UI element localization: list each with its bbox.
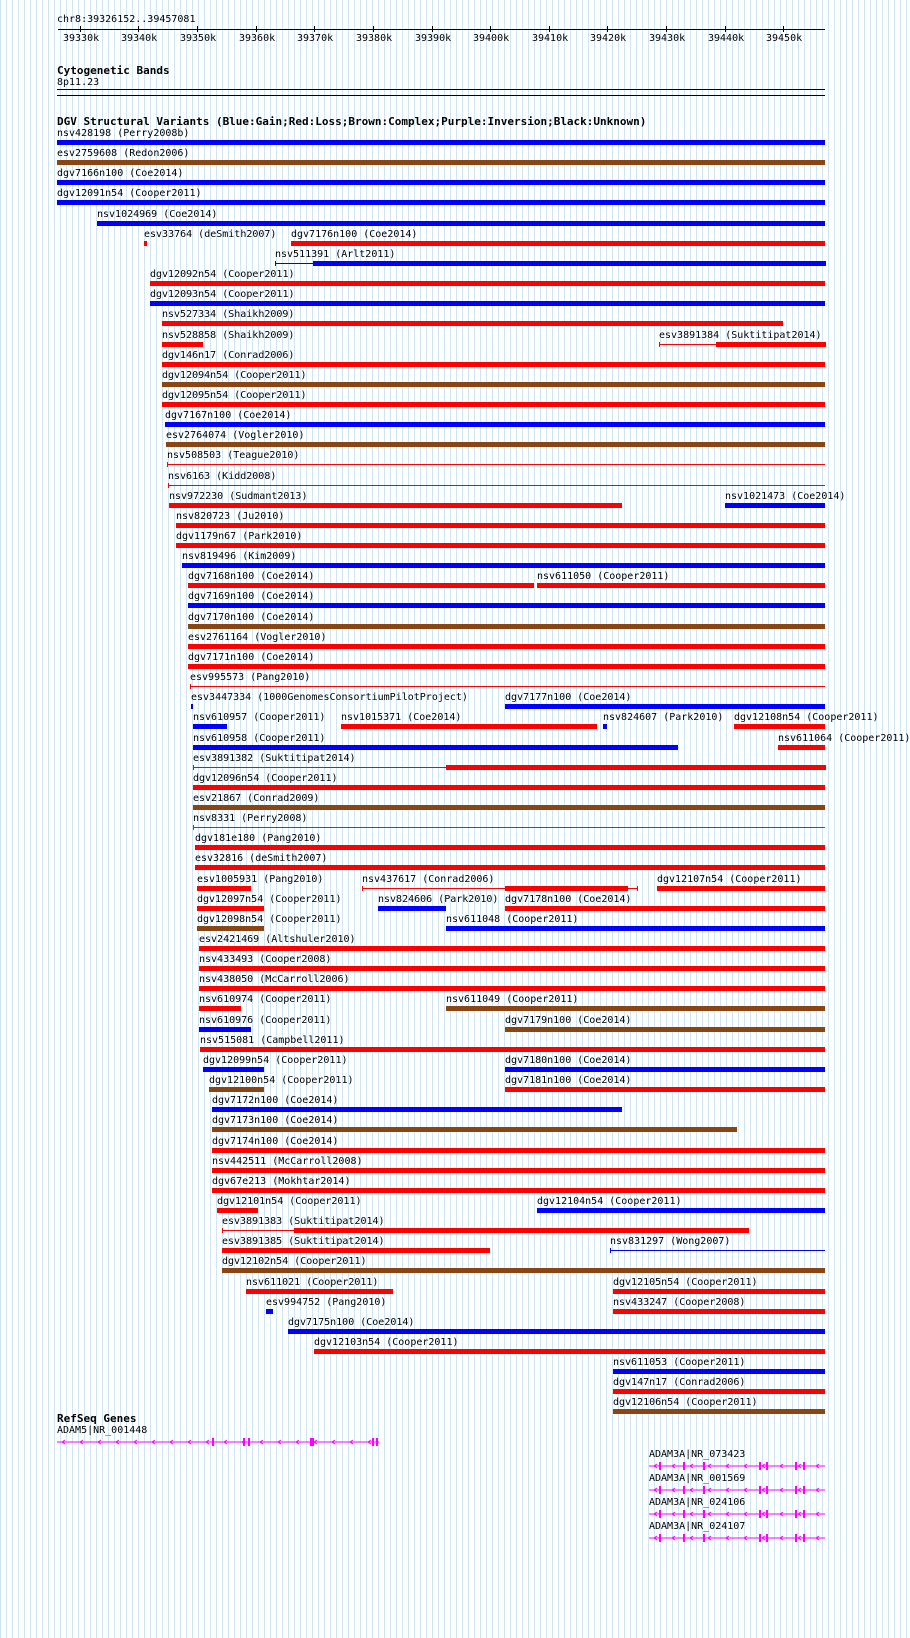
dgv-feature-label[interactable]: esv2761164 (Vogler2010) (188, 632, 327, 643)
dgv-feature-label[interactable]: nsv528858 (Shaikh2009) (162, 330, 295, 341)
dgv-feature-endcap (748, 1228, 749, 1233)
dgv-feature-label[interactable]: esv995573 (Pang2010) (190, 672, 311, 683)
dgv-feature-label[interactable]: dgv7168n100 (Coe2014) (188, 571, 315, 582)
dgv-feature-label[interactable]: esv2759608 (Redon2006) (57, 148, 190, 159)
ruler-tick-label: 39390k (415, 33, 452, 44)
dgv-feature-label[interactable]: dgv67e213 (Mokhtar2014) (212, 1176, 351, 1187)
dgv-feature-label[interactable]: dgv7170n100 (Coe2014) (188, 612, 315, 623)
dgv-feature-bar[interactable] (734, 724, 825, 729)
dgv-feature-bar[interactable] (199, 1006, 241, 1011)
ruler-tick (490, 26, 491, 32)
dgv-feature-label[interactable]: nsv1015371 (Coe2014) (341, 712, 462, 723)
dgv-feature-bar[interactable] (197, 886, 251, 891)
refseq-intron-line (649, 1512, 825, 1516)
dgv-feature-bar[interactable] (188, 624, 825, 629)
dgv-feature-bar[interactable] (613, 1389, 825, 1394)
refseq-exon (212, 1438, 214, 1446)
refseq-exon (683, 1486, 685, 1494)
dgv-feature-label[interactable]: dgv12093n54 (Cooper2011) (150, 289, 295, 300)
dgv-feature-bar[interactable] (246, 1289, 393, 1294)
ruler-tick-label: 39340k (121, 33, 158, 44)
dgv-feature-label[interactable]: nsv611064 (Cooper2011) (778, 733, 910, 744)
refseq-exon (659, 1486, 661, 1494)
refseq-exon (795, 1534, 797, 1542)
dgv-feature-bar[interactable] (193, 785, 825, 790)
dgv-feature-bar[interactable] (193, 805, 825, 810)
ruler-tick-label: 39360k (239, 33, 276, 44)
dgv-feature-label[interactable]: nsv819496 (Kim2009) (182, 551, 297, 562)
ruler-axis (58, 29, 825, 30)
dgv-feature-bar[interactable] (613, 1409, 825, 1414)
dgv-feature-label[interactable]: dgv12095n54 (Cooper2011) (162, 390, 307, 401)
dgv-feature-label[interactable]: esv3891384 (Suktitipat2014) (659, 330, 822, 341)
refseq-gene-label[interactable]: ADAM3A|NR_073423 (649, 1449, 746, 1460)
ruler-tick (80, 26, 81, 32)
dgv-feature-bar[interactable] (446, 926, 825, 931)
dgv-feature-label[interactable]: nsv610976 (Cooper2011) (199, 1015, 332, 1026)
dgv-feature-label[interactable]: esv21867 (Conrad2009) (193, 793, 320, 804)
dgv-feature-bar[interactable] (162, 321, 783, 326)
refseq-exon (248, 1438, 250, 1446)
dgv-feature-bar[interactable] (314, 1349, 825, 1354)
dgv-feature-label[interactable]: dgv12105n54 (Cooper2011) (613, 1277, 758, 1288)
dgv-feature-endcap (362, 886, 363, 891)
dgv-feature-label[interactable]: dgv12104n54 (Cooper2011) (537, 1196, 682, 1207)
refseq-exon (372, 1438, 374, 1446)
dgv-feature-bar[interactable] (97, 221, 825, 226)
cytoband-label: 8p11.23 (57, 77, 100, 88)
refseq-gene-label[interactable]: ADAM3A|NR_024107 (649, 1521, 746, 1532)
dgv-feature-bar[interactable] (169, 503, 622, 508)
refseq-exon (759, 1462, 761, 1470)
refseq-exon (703, 1534, 705, 1542)
dgv-feature-label[interactable]: esv32816 (deSmith2007) (195, 853, 328, 864)
ruler-tick (783, 26, 784, 32)
dgv-feature-label[interactable]: nsv611053 (Cooper2011) (613, 1357, 746, 1368)
refseq-exon (683, 1534, 685, 1542)
dgv-feature-label[interactable]: dgv7177n100 (Coe2014) (505, 692, 632, 703)
dgv-feature-label[interactable]: dgv147n17 (Conrad2006) (613, 1377, 746, 1388)
dgv-feature-bar[interactable] (505, 1067, 825, 1072)
dgv-feature-label[interactable]: dgv7178n100 (Coe2014) (505, 894, 632, 905)
dgv-feature-bar[interactable] (294, 1228, 748, 1233)
dgv-feature-label[interactable]: nsv511391 (Arlt2011) (275, 249, 396, 260)
dgv-feature-label[interactable]: nsv610957 (Cooper2011) (193, 712, 326, 723)
ruler-position: chr8:39326152..39457081 (57, 14, 196, 25)
dgv-feature-label[interactable]: dgv12107n54 (Cooper2011) (657, 874, 802, 885)
dgv-feature-bar[interactable] (212, 1148, 825, 1153)
dgv-feature-label[interactable]: dgv7167n100 (Coe2014) (165, 410, 292, 421)
dgv-feature-bar[interactable] (505, 886, 628, 891)
dgv-feature-bar[interactable] (217, 1208, 258, 1213)
dgv-feature-bar[interactable] (162, 362, 825, 367)
refseq-intron-line (57, 1440, 379, 1444)
dgv-feature-label[interactable]: nsv824606 (Park2010) (378, 894, 499, 905)
dgv-feature-label[interactable]: dgv7176n100 (Coe2014) (291, 229, 418, 240)
dgv-feature-label[interactable]: esv3447334 (1000GenomesConsortiumPilotProject) (191, 692, 468, 703)
dgv-feature-bar[interactable] (537, 583, 825, 588)
refseq-exon (766, 1534, 768, 1542)
dgv-feature-label[interactable]: dgv12099n54 (Cooper2011) (203, 1055, 348, 1066)
dgv-feature-endcap (825, 765, 826, 770)
dgv-feature-bar[interactable] (165, 422, 825, 427)
dgv-feature-bar[interactable] (610, 1250, 825, 1251)
refseq-exon (766, 1462, 768, 1470)
cytoband-line-top (57, 89, 825, 90)
dgv-feature-bar[interactable] (197, 906, 264, 911)
dgv-feature-bar[interactable] (195, 845, 825, 850)
dgv-feature-bar[interactable] (195, 865, 825, 870)
dgv-feature-label[interactable]: dgv12100n54 (Cooper2011) (209, 1075, 354, 1086)
dgv-feature-label[interactable]: dgv7181n100 (Coe2014) (505, 1075, 632, 1086)
dgv-feature-label[interactable]: nsv831297 (Wong2007) (610, 1236, 731, 1247)
refseq-exon (659, 1534, 661, 1542)
ruler-tick (197, 26, 198, 32)
refseq-exon (759, 1486, 761, 1494)
ruler-tick (256, 26, 257, 32)
refseq-exon (795, 1462, 797, 1470)
ruler-tick (607, 26, 608, 32)
dgv-feature-bar[interactable] (505, 906, 825, 911)
ruler-tick-label: 39450k (766, 33, 803, 44)
dgv-track-title[interactable]: DGV Structural Variants (Blue:Gain;Red:Loss;Brown:Complex;Purple:Inversion;Black:Unknown) (57, 115, 647, 128)
dgv-feature-bar[interactable] (167, 464, 825, 465)
dgv-feature-label[interactable]: dgv7174n100 (Coe2014) (212, 1136, 339, 1147)
dgv-feature-label[interactable]: nsv6163 (Kidd2008) (168, 471, 277, 482)
dgv-feature-bar[interactable] (266, 1309, 273, 1314)
dgv-feature-label[interactable]: nsv610974 (Cooper2011) (199, 994, 332, 1005)
dgv-feature-label[interactable]: dgv12108n54 (Cooper2011) (734, 712, 879, 723)
refseq-exon (803, 1486, 805, 1494)
dgv-feature-bar[interactable] (313, 261, 825, 266)
dgv-feature-label[interactable]: dgv146n17 (Conrad2006) (162, 350, 295, 361)
refseq-exon (376, 1438, 378, 1446)
refseq-intron-line (649, 1464, 825, 1468)
dgv-feature-bar[interactable] (446, 1006, 825, 1011)
dgv-feature-label[interactable]: nsv433247 (Cooper2008) (613, 1297, 746, 1308)
refseq-exon (766, 1486, 768, 1494)
refseq-gene-label[interactable]: ADAM3A|NR_024106 (649, 1497, 746, 1508)
refseq-exon (312, 1438, 314, 1446)
dgv-feature-label[interactable]: nsv1024969 (Coe2014) (97, 209, 218, 220)
dgv-feature-bar[interactable] (57, 140, 825, 145)
dgv-feature-label[interactable]: nsv8331 (Perry2008) (193, 813, 308, 824)
cytoband-track-title[interactable]: Cytogenetic Bands (57, 64, 170, 77)
dgv-feature-label[interactable]: nsv428198 (Perry2008b) (57, 128, 190, 139)
ruler-tick-label: 39440k (708, 33, 745, 44)
refseq-exon (243, 1438, 245, 1446)
ruler-tick-label: 39430k (649, 33, 686, 44)
dgv-feature-bar[interactable] (199, 986, 825, 991)
dgv-feature-label[interactable]: dgv7175n100 (Coe2014) (288, 1317, 415, 1328)
refseq-exon (703, 1486, 705, 1494)
dgv-feature-bar[interactable] (212, 1107, 622, 1112)
dgv-feature-bar[interactable] (716, 342, 825, 347)
dgv-feature-label[interactable]: dgv7180n100 (Coe2014) (505, 1055, 632, 1066)
dgv-feature-bar[interactable] (57, 200, 825, 205)
dgv-feature-label[interactable]: esv994752 (Pang2010) (266, 1297, 387, 1308)
ruler-tick-label: 39350k (180, 33, 217, 44)
dgv-feature-bar[interactable] (657, 886, 825, 891)
dgv-feature-label[interactable]: dgv7172n100 (Coe2014) (212, 1095, 339, 1106)
refseq-exon (659, 1510, 661, 1518)
dgv-feature-label[interactable]: nsv508503 (Teague2010) (167, 450, 300, 461)
dgv-feature-endcap (275, 261, 276, 266)
dgv-feature-label[interactable]: dgv7166n100 (Coe2014) (57, 168, 184, 179)
refseq-exon (795, 1486, 797, 1494)
dgv-feature-label[interactable]: dgv12101n54 (Cooper2011) (217, 1196, 362, 1207)
dgv-feature-bar[interactable] (203, 1067, 264, 1072)
dgv-feature-bar[interactable] (193, 724, 227, 729)
ruler-tick-label: 39410k (532, 33, 569, 44)
dgv-feature-bar[interactable] (150, 281, 825, 286)
dgv-feature-endcap (825, 261, 826, 266)
dgv-feature-bar[interactable] (222, 1268, 825, 1273)
dgv-feature-label[interactable]: nsv442511 (McCarroll2008) (212, 1156, 363, 1167)
dgv-feature-bar[interactable] (150, 301, 825, 306)
dgv-feature-label[interactable]: esv2764074 (Vogler2010) (166, 430, 305, 441)
dgv-feature-label[interactable]: nsv972230 (Sudmant2013) (169, 491, 308, 502)
dgv-feature-label[interactable]: nsv438050 (McCarroll2006) (199, 974, 350, 985)
dgv-feature-label[interactable]: dgv12092n54 (Cooper2011) (150, 269, 295, 280)
dgv-feature-bar[interactable] (212, 1168, 825, 1173)
dgv-feature-bar[interactable] (446, 765, 825, 770)
refseq-gene-model[interactable] (57, 1436, 381, 1448)
dgv-feature-bar[interactable] (212, 1188, 825, 1193)
dgv-feature-bar[interactable] (288, 1329, 825, 1334)
dgv-feature-bar[interactable] (537, 1208, 825, 1213)
dgv-feature-bar[interactable] (57, 180, 825, 185)
ruler-tick (549, 26, 550, 32)
dgv-feature-bar[interactable] (505, 704, 825, 709)
dgv-feature-bar[interactable] (200, 1047, 825, 1052)
dgv-feature-label[interactable]: dgv7171n100 (Coe2014) (188, 652, 315, 663)
dgv-feature-label[interactable]: esv33764 (deSmith2007) (144, 229, 277, 240)
dgv-feature-bar[interactable] (209, 1087, 264, 1092)
dgv-feature-bar[interactable] (188, 583, 534, 588)
cytoband-line-bottom (57, 95, 825, 96)
dgv-feature-bar[interactable] (166, 442, 825, 447)
dgv-feature-bar[interactable] (193, 745, 678, 750)
dgv-feature-bar[interactable] (144, 241, 147, 246)
dgv-feature-label[interactable]: esv3891385 (Suktitipat2014) (222, 1236, 385, 1247)
ruler-tick-label: 39370k (297, 33, 334, 44)
dgv-feature-bar[interactable] (613, 1289, 825, 1294)
dgv-feature-label[interactable]: dgv181e180 (Pang2010) (195, 833, 322, 844)
dgv-feature-bar[interactable] (378, 906, 446, 911)
refseq-gene-label[interactable]: ADAM3A|NR_001569 (649, 1473, 746, 1484)
dgv-feature-endcap (825, 342, 826, 347)
dgv-feature-label[interactable]: nsv433493 (Cooper2008) (199, 954, 332, 965)
dgv-feature-label[interactable]: esv2421469 (Altshuler2010) (199, 934, 356, 945)
dgv-feature-endcap (637, 886, 638, 891)
dgv-feature-bar[interactable] (199, 946, 825, 951)
ruler-tick (666, 26, 667, 32)
refseq-exon (759, 1510, 761, 1518)
dgv-feature-label[interactable]: dgv12106n54 (Cooper2011) (613, 1397, 758, 1408)
dgv-feature-bar[interactable] (191, 704, 193, 709)
dgv-feature-label[interactable]: nsv527334 (Shaikh2009) (162, 309, 295, 320)
refseq-exon (703, 1510, 705, 1518)
dgv-feature-bar[interactable] (176, 543, 825, 548)
dgv-feature-bar[interactable] (162, 402, 825, 407)
refseq-track-title[interactable]: RefSeq Genes (57, 1412, 137, 1425)
refseq-exon (795, 1510, 797, 1518)
refseq-exon (803, 1462, 805, 1470)
dgv-feature-bar[interactable] (188, 664, 825, 669)
dgv-feature-bar[interactable] (199, 1027, 251, 1032)
refseq-exon (703, 1462, 705, 1470)
dgv-feature-label[interactable]: dgv1179n67 (Park2010) (176, 531, 303, 542)
dgv-feature-label[interactable]: dgv12096n54 (Cooper2011) (193, 773, 338, 784)
dgv-feature-label[interactable]: nsv437617 (Conrad2006) (362, 874, 495, 885)
dgv-feature-label[interactable]: nsv1021473 (Coe2014) (725, 491, 846, 502)
refseq-exon (659, 1462, 661, 1470)
dgv-feature-label[interactable]: dgv12097n54 (Cooper2011) (197, 894, 342, 905)
dgv-feature-label[interactable]: nsv820723 (Ju2010) (176, 511, 285, 522)
ruler-tick-label: 39420k (590, 33, 627, 44)
dgv-feature-endcap (193, 765, 194, 770)
ruler-tick (432, 26, 433, 32)
dgv-feature-label[interactable]: nsv515081 (Campbell2011) (200, 1035, 345, 1046)
dgv-feature-bar[interactable] (193, 827, 825, 828)
dgv-feature-label[interactable]: nsv824607 (Park2010) (603, 712, 724, 723)
dgv-feature-label[interactable]: esv3891382 (Suktitipat2014) (193, 753, 356, 764)
ruler-tick-label: 39400k (473, 33, 510, 44)
dgv-feature-label[interactable]: nsv610958 (Cooper2011) (193, 733, 326, 744)
dgv-feature-bar[interactable] (182, 563, 825, 568)
ruler-tick-label: 39380k (356, 33, 393, 44)
ruler-tick (373, 26, 374, 32)
refseq-gene-model[interactable] (649, 1460, 827, 1472)
refseq-exon (803, 1510, 805, 1518)
dgv-feature-label[interactable]: dgv12103n54 (Cooper2011) (314, 1337, 459, 1348)
dgv-feature-label[interactable]: dgv12102n54 (Cooper2011) (222, 1256, 367, 1267)
refseq-intron-line (649, 1488, 825, 1492)
dgv-feature-bar[interactable] (190, 686, 825, 687)
ruler-tick-label: 39330k (63, 33, 100, 44)
dgv-feature-bar[interactable] (57, 160, 825, 165)
dgv-feature-bar[interactable] (613, 1309, 825, 1314)
dgv-feature-endcap (659, 342, 660, 347)
dgv-feature-bar[interactable] (613, 1369, 825, 1374)
refseq-exon (683, 1510, 685, 1518)
dgv-feature-bar[interactable] (162, 342, 203, 347)
refseq-gene-model[interactable] (649, 1484, 827, 1496)
refseq-gene-label[interactable]: ADAM5|NR_001448 (57, 1425, 148, 1436)
dgv-feature-label[interactable]: dgv7173n100 (Coe2014) (212, 1115, 339, 1126)
refseq-exon (759, 1534, 761, 1542)
refseq-exon (766, 1510, 768, 1518)
dgv-feature-bar[interactable] (505, 1087, 825, 1092)
ruler-tick (138, 26, 139, 32)
dgv-feature-label[interactable]: dgv12091n54 (Cooper2011) (57, 188, 202, 199)
dgv-feature-label[interactable]: dgv12094n54 (Cooper2011) (162, 370, 307, 381)
dgv-feature-label[interactable]: nsv611048 (Cooper2011) (446, 914, 579, 925)
dgv-feature-bar[interactable] (168, 485, 825, 486)
dgv-feature-bar[interactable] (188, 603, 825, 608)
dgv-feature-bar[interactable] (603, 724, 607, 729)
refseq-gene-model[interactable] (649, 1508, 827, 1520)
dgv-feature-label[interactable]: dgv12098n54 (Cooper2011) (197, 914, 342, 925)
dgv-feature-bar[interactable] (197, 926, 264, 931)
ruler-tick (314, 26, 315, 32)
dgv-feature-label[interactable]: esv1005931 (Pang2010) (197, 874, 324, 885)
refseq-gene-model[interactable] (649, 1532, 827, 1544)
dgv-feature-label[interactable]: esv3891383 (Suktitipat2014) (222, 1216, 385, 1227)
dgv-feature-bar[interactable] (725, 503, 825, 508)
dgv-feature-bar[interactable] (199, 966, 825, 971)
refseq-exon (683, 1462, 685, 1470)
dgv-feature-bar[interactable] (188, 644, 825, 649)
dgv-feature-label[interactable]: nsv611021 (Cooper2011) (246, 1277, 379, 1288)
dgv-feature-label[interactable]: dgv7179n100 (Coe2014) (505, 1015, 632, 1026)
dgv-feature-bar[interactable] (505, 1027, 825, 1032)
dgv-feature-endcap (222, 1228, 223, 1233)
dgv-feature-bar[interactable] (778, 745, 825, 750)
dgv-feature-bar[interactable] (291, 241, 825, 246)
dgv-feature-label[interactable]: nsv611050 (Cooper2011) (537, 571, 670, 582)
dgv-feature-bar[interactable] (176, 523, 825, 528)
refseq-exon (310, 1438, 312, 1446)
refseq-exon (803, 1534, 805, 1542)
dgv-feature-bar[interactable] (212, 1127, 737, 1132)
dgv-feature-label[interactable]: dgv7169n100 (Coe2014) (188, 591, 315, 602)
dgv-feature-bar[interactable] (341, 724, 597, 729)
ruler-tick (725, 26, 726, 32)
dgv-feature-label[interactable]: nsv611049 (Cooper2011) (446, 994, 579, 1005)
refseq-intron-line (649, 1536, 825, 1540)
dgv-feature-bar[interactable] (222, 1248, 490, 1253)
dgv-feature-bar[interactable] (162, 382, 825, 387)
